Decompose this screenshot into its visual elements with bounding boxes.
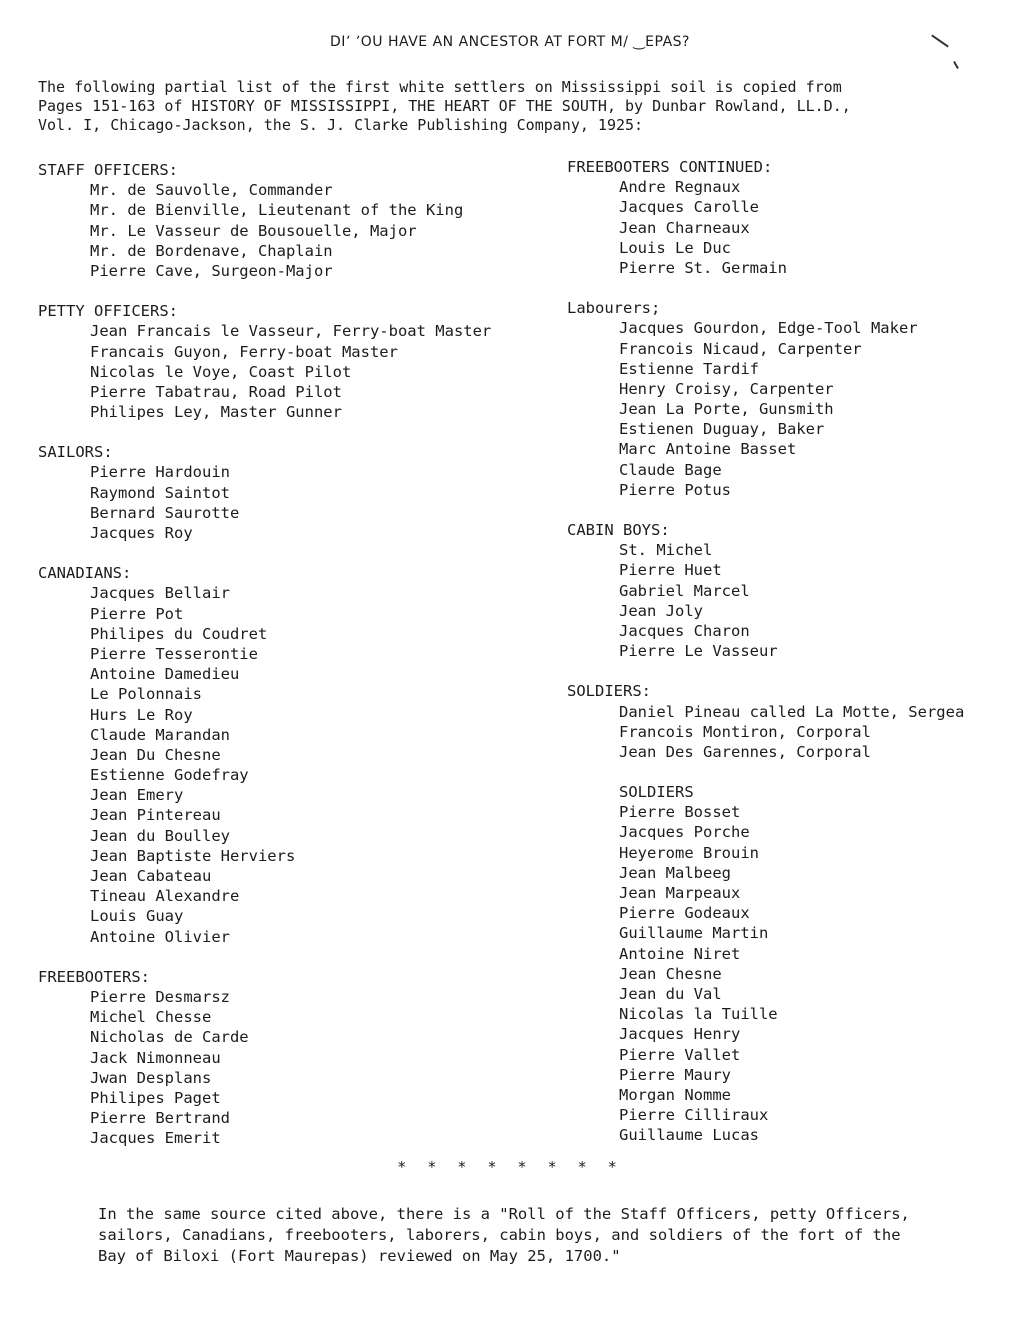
roster-section [38,967,558,1149]
roster-entry: Pierre Potus [619,480,731,499]
section-heading: SOLDIERS: [567,682,651,701]
roster-entry: Pierre Pot [90,604,184,623]
roster-section [567,157,1012,278]
roster-entry: Jean Chesne [619,964,722,983]
roster-entry: St. Michel [619,541,713,560]
closing-line: sailors, Canadians, freebooters, laborers, cabin boys, and soldiers of the fort of the [98,1226,901,1244]
roster-entry: Jacques Carolle [619,198,759,217]
roster-entry: Heyerome Brouin [619,843,759,862]
roster-entry: Jacques Emerit [90,1129,221,1148]
roster-entry: Pierre Bertrand [90,1109,230,1128]
roster-entry: Nicolas le Voye, Coast Pilot [90,362,352,381]
roster-entry: Antoine Damedieu [90,665,240,684]
roster-entry: SOLDIERS [619,783,694,802]
roster-section [38,563,558,947]
roster-entry: Pierre Tesserontie [90,644,258,663]
roster-section [567,782,1012,1145]
closing-line: In the same source cited above, there is a "Roll of the Staff Officers, petty Officers, [98,1205,910,1223]
roster-section [567,681,1012,762]
roster-entry: Guillaume Martin [619,924,769,943]
roster-entry: Jean Marpeaux [619,884,741,902]
roster-entry: Philipes du Coudret [90,624,268,643]
roster-entry: Mr. de Bienville, Lieutenant of the King [90,201,464,220]
stray-pen-mark [953,61,959,69]
roster-entry: Estienne Godefray [90,766,249,785]
roster-entry: Jacques Charon [619,621,750,640]
roster-entry: Jacques Henry [619,1025,741,1044]
section-separator: * * * * * * * * [397,1158,623,1176]
roster-entry: Jean Pintereau [90,806,221,825]
roster-entry: Jean Malbeeg [619,863,731,882]
roster-entry: Hurs Le Roy [90,705,193,724]
page-title: DIʼ ʼOU HAVE AN ANCESTOR AT FORT M/ ‿EPAS? [330,34,690,50]
roster-entry: Jacques Gourdon, Edge-Tool Maker [619,319,918,338]
section-heading: Labourers; [567,299,661,318]
roster-entry: Mr. de Sauvolle, Commander [90,181,333,200]
roster-entry: Antoine Niret [619,944,741,963]
roster-entry: Le Polonnais [90,685,202,704]
roster-entry: Estienne Tardif [619,359,759,378]
roster-entry: Tineau Alexandre [90,887,240,906]
roster-entry: Pierre Maury [619,1065,731,1084]
roster-section [567,298,1012,500]
roster-entry: Antoine Olivier [90,927,230,946]
roster-entry: Mr. Le Vasseur de Bousouelle, Major [90,221,417,240]
section-heading: CABIN BOYS: [567,521,670,539]
intro-paragraph [38,78,988,135]
roster-entry: Francois Nicaud, Carpenter [619,339,862,358]
roster-entry: Nicolas la Tuille [619,1005,778,1024]
roster-entry: Philipes Ley, Master Gunner [90,403,342,422]
roster-entry: Jacques Roy [90,524,193,542]
roster-entry: Marc Antoine Basset [619,440,797,459]
roster-entry: Francois Montiron, Corporal [619,722,871,741]
roster-entry: Gabriel Marcel [619,581,750,600]
roster-entry: Guillaume Lucas [619,1126,759,1145]
roster-entry: Jacques Bellair [90,584,230,603]
roster-entry: Pierre Bosset [619,803,741,822]
section-heading: CANADIANS: [38,564,132,583]
section-heading: PETTY OFFICERS: [38,302,178,321]
intro-line: The following partial list of the first white settlers on Mississippi soil is copied from [38,78,842,96]
roster-entry: Jack Nimonneau [90,1048,221,1067]
roster-entry: Henry Croisy, Carpenter [619,379,834,398]
roster-entry: Morgan Nomme [619,1085,731,1104]
roster-entry: Claude Bage [619,460,722,479]
roster-section [38,301,558,422]
roster-entry: Pierre St. Germain [619,258,787,277]
section-heading: STAFF OFFICERS: [38,161,178,179]
roster-entry: Mr. de Bordenave, Chaplain [90,241,333,260]
roster-entry: Jean Joly [619,601,703,620]
roster-entry: Philipes Paget [90,1088,221,1107]
roster-entry: Jwan Desplans [90,1068,212,1087]
roster-entry: Pierre Hardouin [90,463,230,482]
roster-entry: Jean Des Garennes, Corporal [619,742,871,761]
roster-entry: Jean du Val [619,984,722,1003]
roster-entry: Bernard Saurotte [90,503,240,522]
roster-entry: Jacques Porche [619,823,750,842]
section-heading: SAILORS: [38,443,113,462]
roster-entry: Jean Cabateau [90,867,212,885]
roster-entry: Michel Chesse [90,1008,212,1027]
right-column [567,157,1012,1165]
roster-entry: Pierre Desmarsz [90,987,230,1006]
roster-entry: Estienen Duguay, Baker [619,420,825,439]
roster-entry: Jean Francais le Vasseur, Ferry-boat Master [90,322,492,341]
roster-entry: Jean Du Chesne [90,745,221,764]
roster-entry: Pierre Tabatrau, Road Pilot [90,382,342,401]
closing-line: Bay of Biloxi (Fort Maurepas) reviewed on May 25, 1700." [98,1247,621,1265]
roster-entry: Nicholas de Carde [90,1028,249,1047]
roster-entry: Jean Baptiste Herviers [90,846,296,865]
roster-section [38,442,558,543]
roster-entry: Jean Emery [90,786,184,805]
roster-entry: Pierre Godeaux [619,904,750,923]
left-column [38,160,558,1168]
roster-entry: Louis Guay [90,907,184,926]
roster-entry: Pierre Cave, Surgeon-Major [90,261,333,280]
roster-entry: Francais Guyon, Ferry-boat Master [90,342,398,361]
roster-entry: Pierre Huet [619,561,722,580]
roster-entry: Daniel Pineau called La Motte, Sergea [619,702,965,721]
section-heading: FREEBOOTERS: [38,967,150,986]
section-heading: FREEBOOTERS CONTINUED: [567,158,773,176]
roster-entry: Raymond Saintot [90,483,230,502]
roster-section [567,520,1012,661]
roster-entry: Jean Charneaux [619,218,750,237]
roster-entry: Pierre Le Vasseur [619,642,778,661]
roster-entry: Louis Le Duc [619,238,731,257]
intro-line: Vol. I, Chicago-Jackson, the S. J. Clarke Publishing Company, 1925: [38,116,644,134]
roster-entry: Jean du Boulley [90,826,230,845]
roster-entry: Jean La Porte, Gunsmith [619,400,834,419]
closing-paragraph [98,1204,988,1267]
roster-entry: Andre Regnaux [619,178,741,197]
intro-line: Pages 151-163 of HISTORY OF MISSISSIPPI, THE HEART OF THE SOUTH, by Dunbar Rowland, LL.D., [38,97,851,115]
roster-entry: Pierre Vallet [619,1045,741,1064]
roster-entry: Claude Marandan [90,725,230,744]
roster-section [38,160,558,281]
roster-entry: Pierre Cilliraux [619,1106,769,1125]
